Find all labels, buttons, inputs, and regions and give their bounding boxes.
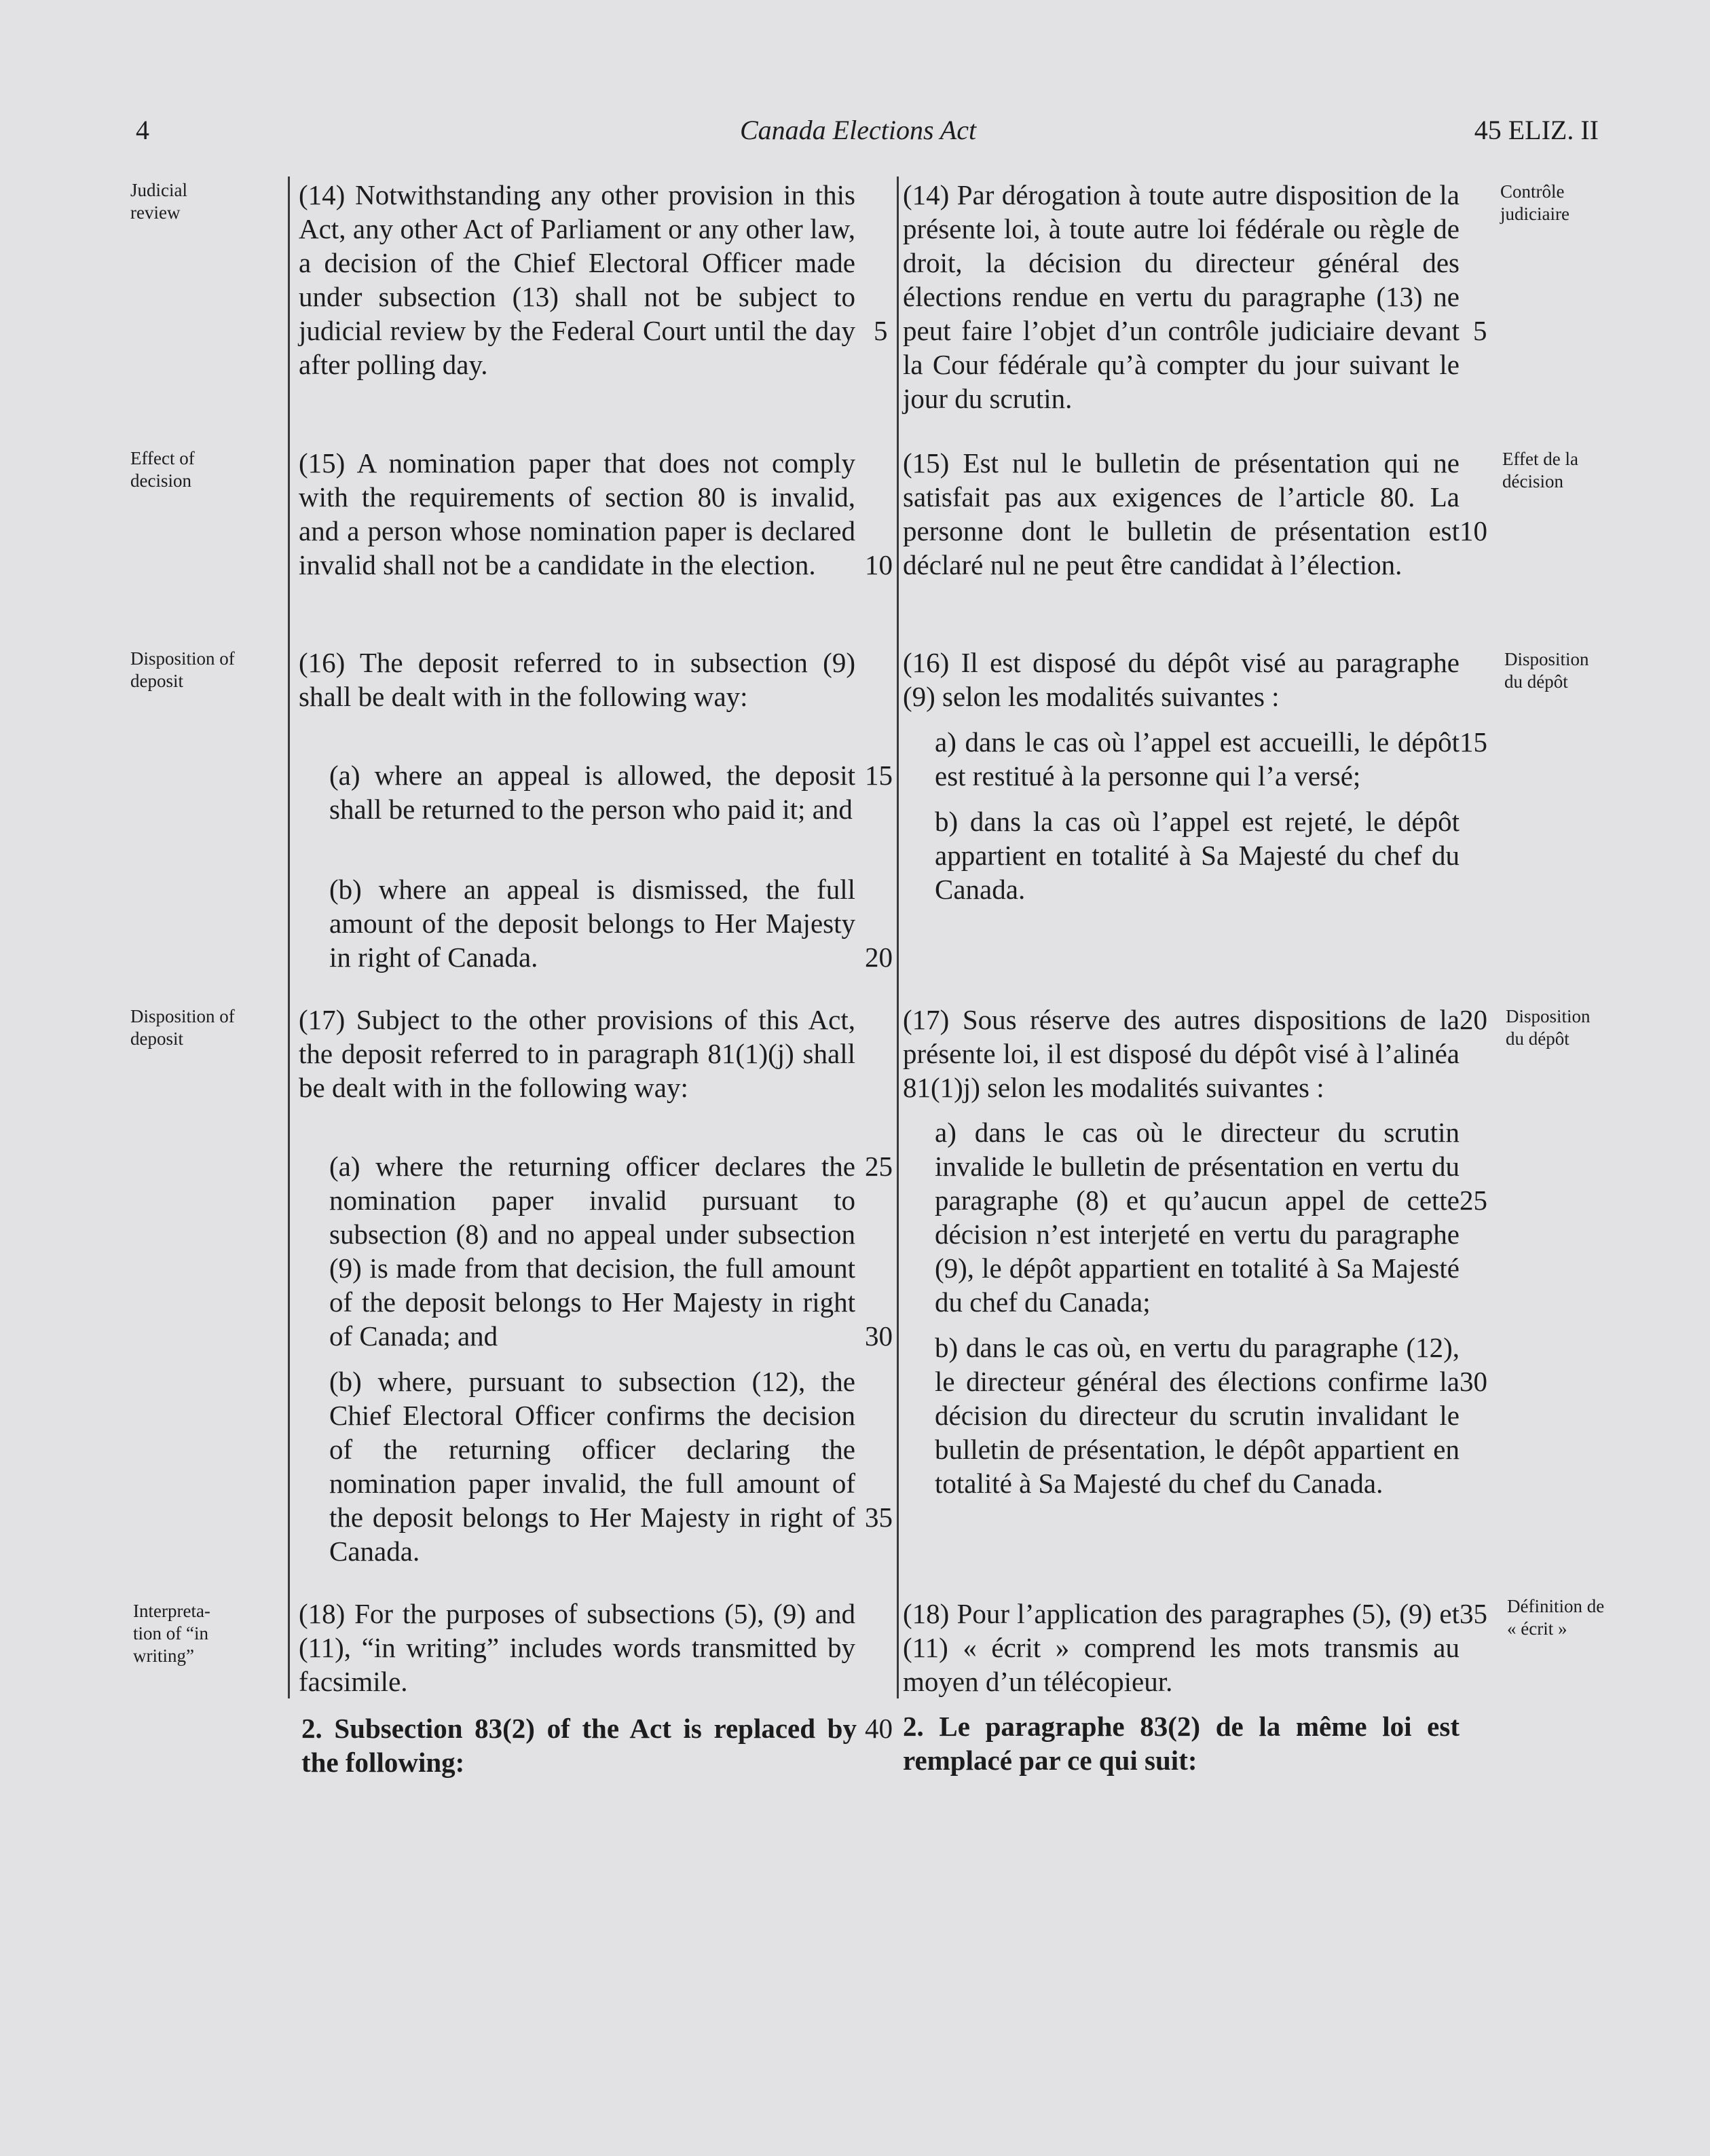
en-line-number: 25 (865, 1151, 893, 1182)
margin-note-effet-decision: Effet de la décision (1502, 449, 1578, 491)
fr-line-number: 10 (1460, 515, 1487, 546)
en-subsection-17: (17) Subject to the other provisions of this Act, the deposit referred to in paragraph 81(1)(j) shall be dealt with in the following way: (299, 1004, 855, 1103)
fr-paragraph-17b: b) dans le cas où, en vertu du paragraphe (12), le directeur général des élections confirme la décision du directeur du scrutin invalidant le bulletin de présentation, le dépôt appartient en totalité à Sa Majesté du chef du Canada. (935, 1332, 1460, 1499)
fr-paragraph-16b: b) dans la cas où l’appel est rejeté, le dépôt appartient en totalité à Sa Majesté du chef du Canada. (935, 806, 1460, 905)
margin-note-definition-ecrit: Définition de « écrit » (1507, 1596, 1605, 1639)
margin-note-interpretation: Interpreta- tion of “in writing” (133, 1601, 210, 1666)
en-subsection-18: (18) For the purposes of subsections (5), (9) and (11), “in writing” includes words transmitted by facsimile. (299, 1598, 855, 1697)
fr-line-number: 25 (1460, 1185, 1487, 1216)
fr-line-number: 15 (1460, 726, 1487, 758)
fr-paragraph-17a: a) dans le cas où le directeur du scrutin invalide le bulletin de présentation en vertu du paragraphe (8) et qu’aucun appel de cette décision n’est interjeté en vertu du paragraphe (9), le dépôt appartient en totalité à Sa Majesté du chef du Canada; (935, 1117, 1460, 1318)
en-line-number: 40 (865, 1713, 893, 1744)
fr-subsection-18: (18) Pour l’application des paragraphes (5), (9) et (11) « écrit » comprend les mots transmis au moyen d’un télécopieur. (903, 1598, 1460, 1697)
fr-line-number: 5 (1473, 315, 1487, 346)
margin-note-disposition-1: Disposition of deposit (130, 648, 235, 691)
fr-line-number: 30 (1460, 1366, 1487, 1397)
en-paragraph-16b: (b) where an appeal is dismissed, the full amount of the deposit belongs to Her Majesty in right of Canada. (329, 874, 855, 973)
en-paragraph-16a: (a) where an appeal is allowed, the deposit shall be returned to the person who paid it; and (329, 760, 855, 825)
running-title: Canada Elections Act (740, 115, 977, 145)
en-line-number: 35 (865, 1502, 893, 1533)
en-paragraph-17a: (a) where the returning officer declares the nomination paper invalid pursuant to subsection (8) and no appeal under subsection (9) is made from that decision, the full amount of the deposit belongs to Her Majesty in right of Canada; and (329, 1151, 855, 1352)
en-line-number: 5 (874, 315, 888, 346)
margin-note-judicial-review: Judicial review (130, 180, 187, 223)
fr-subsection-17: (17) Sous réserve des autres dispositions de la présente loi, il est disposé du dépôt visé à l’alinéa 81(1)j) selon les modalités suivantes : (903, 1004, 1460, 1103)
fr-subsection-15: (15) Est nul le bulletin de présentation qui ne satisfait pas aux exigences de l’article 80. La personne dont le bulletin de présentation est déclaré nul ne peut être candidat à l’élection. (903, 447, 1460, 580)
fr-subsection-16: (16) Il est disposé du dépôt visé au paragraphe (9) selon les modalités suivantes : (903, 647, 1460, 712)
fr-subsection-14: (14) Par dérogation à toute autre disposition de la présente loi, à toute autre loi fédérale ou règle de droit, la décision du directeur général des élections rendue en vertu du paragraphe (13) ne peut faire l’objet d’un contrôle judiciaire devant la Cour fédérale qu’à compter du jour suivant le jour du scrutin. (903, 179, 1460, 414)
margin-note-disposition-2: Disposition of deposit (130, 1006, 235, 1049)
en-paragraph-17b: (b) where, pursuant to subsection (12), the Chief Electoral Officer confirms the decision of the returning officer declaring the nomination paper invalid, the full amount of the deposit belongs to Her Majesty in right of Canada. (329, 1366, 855, 1567)
fr-line-number: 35 (1460, 1598, 1487, 1629)
en-section-2-heading: 2. Subsection 83(2) of the Act is replaced by the following: (301, 1713, 857, 1778)
en-subsection-16: (16) The deposit referred to in subsection (9) shall be dealt with in the following way: (299, 647, 855, 712)
margin-note-effect-of-decision: Effect of decision (130, 448, 195, 491)
left-column-rule (288, 176, 290, 1698)
margin-note-disposition-depot-2: Disposition du dépôt (1506, 1006, 1591, 1049)
page-number: 4 (136, 115, 149, 145)
en-subsection-14: (14) Notwithstanding any other provision in this Act, any other Act of Parliament or any other law, a decision of the Chief Electoral Officer made under subsection (13) shall not be subject to judicial review by the Federal Court until the day after polling day. (299, 179, 855, 380)
regnal-year: 45 ELIZ. II (1474, 115, 1599, 145)
fr-line-number: 20 (1460, 1004, 1487, 1035)
en-line-number: 20 (865, 942, 893, 973)
margin-note-controle-judiciaire: Contrôle judiciaire (1500, 181, 1569, 224)
en-line-number: 15 (865, 760, 893, 791)
fr-section-2-heading: 2. Le paragraphe 83(2) de la même loi est remplacé par ce qui suit: (903, 1711, 1460, 1776)
en-subsection-15: (15) A nomination paper that does not comply with the requirements of section 80 is invalid, and a person whose nomination paper is declared invalid shall not be a candidate in the election. (299, 447, 855, 580)
margin-note-disposition-depot-1: Disposition du dépôt (1504, 649, 1589, 692)
center-column-rule (897, 176, 899, 1698)
fr-paragraph-16a: a) dans le cas où l’appel est accueilli, le dépôt est restitué à la personne qui l’a versé; (935, 726, 1460, 792)
en-line-number: 10 (865, 549, 893, 580)
en-line-number: 30 (865, 1320, 893, 1352)
